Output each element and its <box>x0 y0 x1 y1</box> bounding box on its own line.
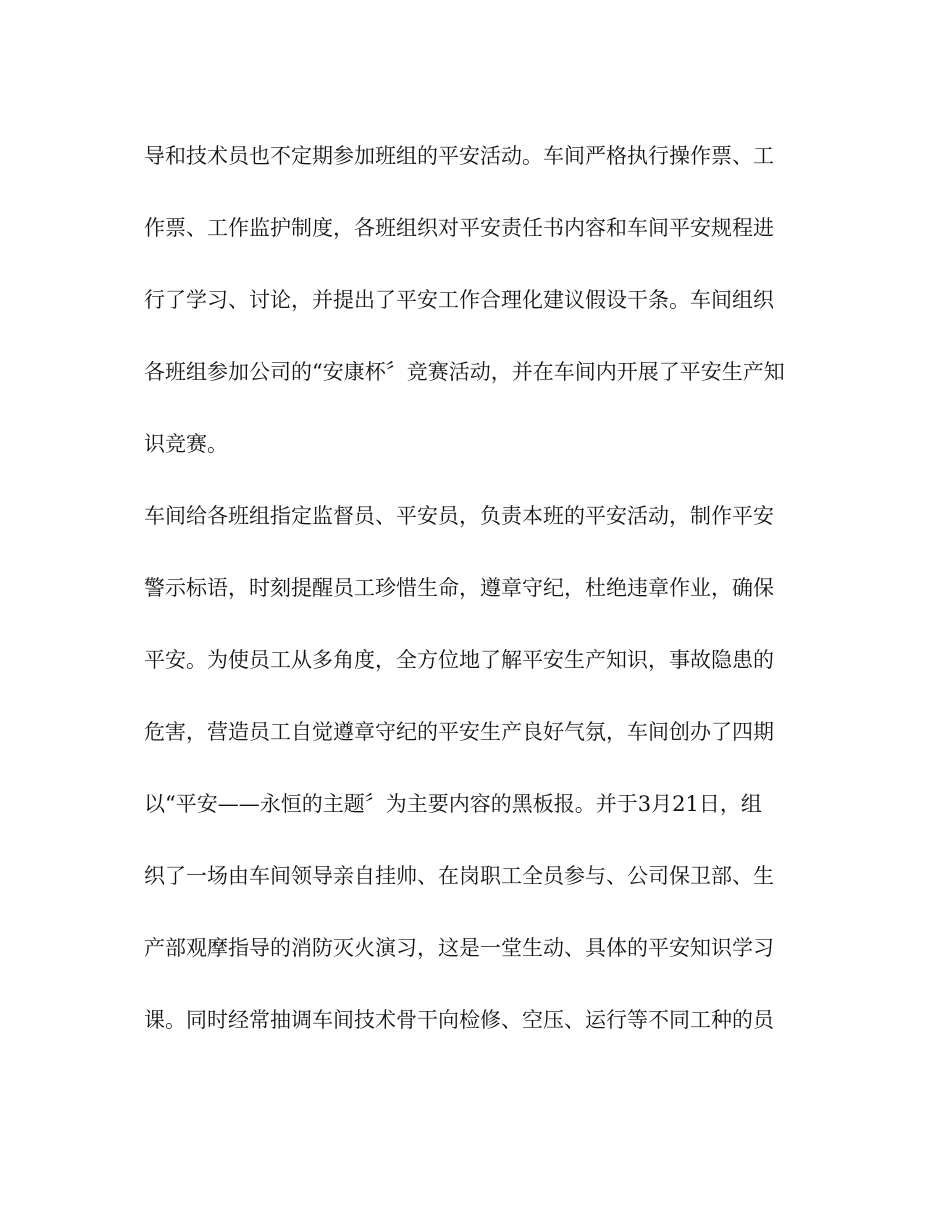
text-line: 以“平安——永恒的主题〞为主要内容的黑板报。并于3月21日，组 <box>144 792 762 816</box>
text-line: 警示标语，时刻提醒员工珍惜生命，遵章守纪，杜绝违章作业，确保 <box>144 576 774 600</box>
text-line: 导和技术员也不定期参加班组的平安活动。车间严格执行操作票、工 <box>144 144 774 168</box>
text-line: 课。同时经常抽调车间技术骨干向检修、空压、运行等不同工种的员 <box>144 1008 774 1032</box>
text-line: 各班组参加公司的“安康杯〞竞赛活动，并在车间内开展了平安生产知 <box>144 360 785 384</box>
text-line: 行了学习、讨论，并提出了平安工作合理化建议假设干条。车间组织 <box>144 288 774 312</box>
text-line: 危害，营造员工自觉遵章守纪的平安生产良好气氛，车间创办了四期 <box>144 720 774 744</box>
text-line: 产部观摩指导的消防灭火演习，这是一堂生动、具体的平安知识学习 <box>144 936 774 960</box>
text-line: 作票、工作监护制度，各班组织对平安责任书内容和车间平安规程进 <box>144 216 774 240</box>
text-line: 织了一场由车间领导亲自挂帅、在岗职工全员参与、公司保卫部、生 <box>144 864 774 888</box>
text-line: 车间给各班组指定监督员、平安员，负责本班的平安活动，制作平安 <box>144 504 774 528</box>
text-line: 识竞赛。 <box>144 432 228 456</box>
text-line: 平安。为使员工从多角度，全方位地了解平安生产知识，事故隐患的 <box>144 648 774 672</box>
